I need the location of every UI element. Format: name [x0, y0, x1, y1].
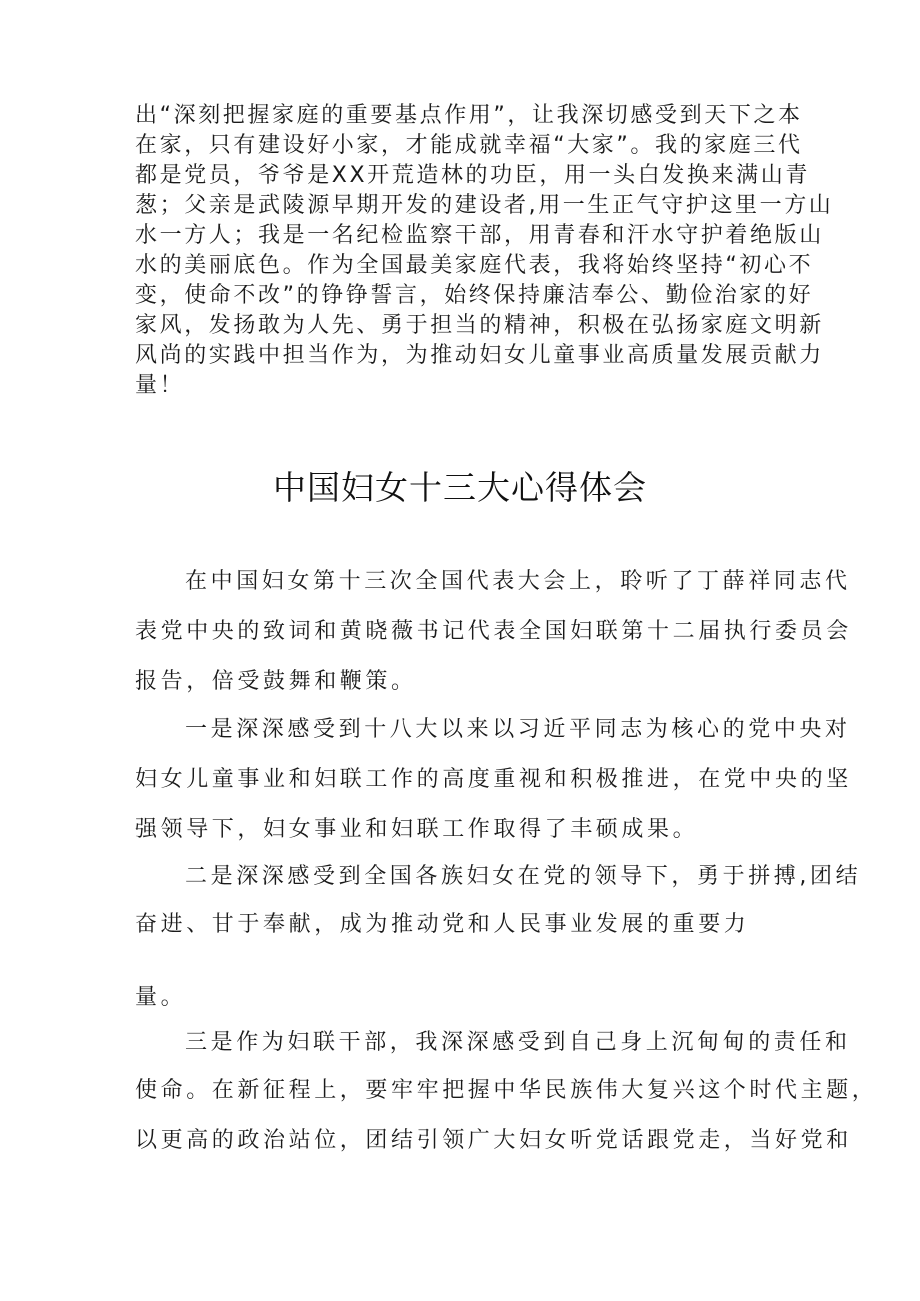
paragraph-line: 水的美丽底色。作为全国最美家庭代表，我将始终坚持“初心不: [135, 253, 814, 278]
paragraph-line: 奋进、甘于奉献，成为推动党和人民事业发展的重要力: [135, 912, 750, 937]
paragraph-line: 量。: [135, 985, 187, 1010]
paragraph-line: 强领导下，妇女事业和妇联工作取得了丰硕成果。: [135, 817, 699, 842]
paragraph-line: 家风，发扬敢为人先、勇于担当的精神，积极在弘扬家庭文明新: [135, 313, 824, 338]
paragraph-line: 以更高的政治站位，团结引领广大妇女听党话跟党走，当好党和: [135, 1128, 852, 1153]
paragraph-line: 量！: [135, 373, 185, 398]
paragraph-line: 都是党员，爷爷是XX开荒造林的功臣，用一头白发换来满山青: [135, 163, 810, 188]
article-title: 中国妇女十三大心得体会: [273, 468, 647, 507]
paragraph-line: 三是作为妇联干部，我深深感受到自己身上沉甸甸的责任和: [185, 1030, 851, 1055]
paragraph-line: 表党中央的致词和黄晓薇书记代表全国妇联第十二届执行委员会: [135, 619, 852, 644]
paragraph-line: 使命。在新征程上，要牢牢把握中华民族伟大复兴这个时代主题，: [135, 1078, 878, 1103]
paragraph-line: 出“深刻把握家庭的重要基点作用”，让我深切感受到天下之本: [135, 103, 803, 128]
paragraph-line: 在中国妇女第十三次全国代表大会上，聆听了丁薛祥同志代: [185, 569, 851, 594]
paragraph-line: 葱；父亲是武陵源早期开发的建设者,用一生正气守护这里一方山: [135, 193, 834, 218]
paragraph-line: 二是深深感受到全国各族妇女在党的领导下，勇于拼搏,团结: [185, 864, 862, 889]
paragraph-line: 水一方人；我是一名纪检监察干部，用青春和汗水守护着绝版山: [135, 223, 824, 248]
paragraph-line: 一是深深感受到十八大以来以习近平同志为核心的党中央对: [185, 717, 851, 742]
paragraph-line: 风尚的实践中担当作为，为推动妇女儿童事业高质量发展贡献力: [135, 343, 824, 368]
paragraph-line: 变，使命不改”的铮铮誓言，始终保持廉洁奉公、勤俭治家的好: [135, 283, 814, 308]
paragraph-line: 在家，只有建设好小家，才能成就幸福“大家”。我的家庭三代: [135, 133, 803, 158]
paragraph-line: 报告，倍受鼓舞和鞭策。: [135, 669, 417, 694]
paragraph-line: 妇女儿童事业和妇联工作的高度重视和积极推进，在党中央的坚: [135, 767, 852, 792]
